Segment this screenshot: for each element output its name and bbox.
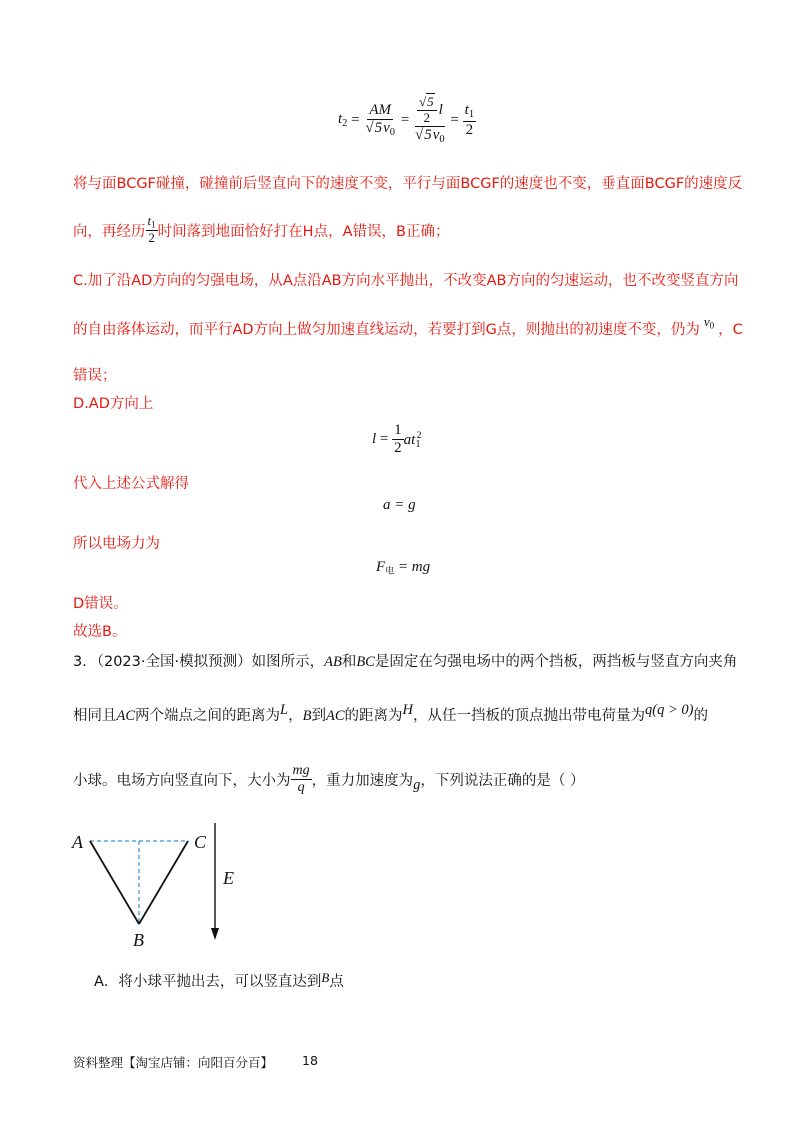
solution-substitute-line: 代入上述公式解得 bbox=[73, 476, 189, 492]
solution-direction-line: 向，再经历 $\frac{t_1}{2}$ 时间落到地面恰好打在H点，A错误，B正确； bbox=[73, 213, 450, 246]
question3-line-2: 相同且AC两个端点之间的距离为L，B到AC的距离为H，从任一挡板的顶点抛出带电荷量为q(q > 0)的 bbox=[73, 702, 708, 724]
field-arrow-head bbox=[211, 928, 219, 940]
mg-over-q-fraction: $\frac{mg}{q}$ bbox=[292, 763, 310, 796]
label-E: E bbox=[223, 868, 234, 888]
solution-c-line-2: 的自由落体运动，而平行AD方向上做匀加速直线运动，若要打到G点，则抛出的初速度不变，仍为$v_0$ ，C bbox=[73, 314, 743, 338]
t2-fraction-2: $\frac{√5}{2}$ l $√5v_0$ bbox=[415, 94, 445, 146]
label-A: A bbox=[72, 832, 83, 852]
solution-collision-line: 将与面BCGF碰撞，碰撞前后竖直向下的速度不变，平行与面BCGF的速度也不变，垂直面BCGF的速度反 bbox=[73, 176, 743, 192]
t2-fraction-3: $\frac{t_1}{2}$ bbox=[464, 101, 475, 139]
plate-bc bbox=[139, 841, 188, 924]
question3-line-1: 3．（2023·全国·模拟预测）如图所示，AB和BC是固定在匀强电场中的两个挡板，两挡板与竖直方向夹角 bbox=[73, 654, 738, 670]
t2-fraction-1: $\frac{AM}{√5v_0}$ bbox=[365, 101, 396, 139]
label-C: C bbox=[194, 832, 207, 852]
t1-half-fraction: $\frac{t_1}{2}$ bbox=[147, 213, 156, 246]
plate-ab bbox=[90, 841, 139, 924]
solution-answer-line: 故选B。 bbox=[73, 624, 127, 640]
footer-source: 资料整理【淘宝店铺：向阳百分百】 bbox=[73, 1055, 274, 1070]
solution-d-line-1: D.AD方向上 bbox=[73, 396, 154, 412]
solution-force-line: 所以电场力为 bbox=[73, 536, 160, 552]
solution-c-line-3: 错误； bbox=[73, 368, 117, 384]
option-A: A．将小球平抛出去，可以竖直达到B点 bbox=[94, 970, 344, 990]
question3-figure bbox=[68, 820, 258, 960]
footer-page-number: 18 bbox=[302, 1053, 318, 1068]
label-B: B bbox=[133, 930, 144, 950]
t2-lhs: $t_2$ bbox=[338, 111, 348, 130]
solution-c-line-1: C.加了沿AD方向的匀强电场，从A点沿AB方向水平抛出，不改变AB方向的匀速运动，也不改变竖直方向 bbox=[73, 273, 739, 289]
formula-l: l = $\frac{1}{2}$ $at_1^2$ bbox=[372, 422, 422, 457]
solution-d-wrong-line: D错误。 bbox=[73, 596, 128, 612]
question3-line-3: 小球。电场方向竖直向下，大小为 $\frac{mg}{q}$ ，重力加速度为 g ，下列说法正确的是（ ） bbox=[73, 763, 585, 796]
t2-formula: $t_2$ = $\frac{AM}{√5v_0}$ = $\frac{√5}{2}$ l $√5v_0$ = $\frac{t_1}{2}$ bbox=[338, 94, 475, 146]
formula-F: $F_电$ = mg bbox=[376, 559, 431, 577]
formula-a: a = g bbox=[383, 497, 416, 513]
